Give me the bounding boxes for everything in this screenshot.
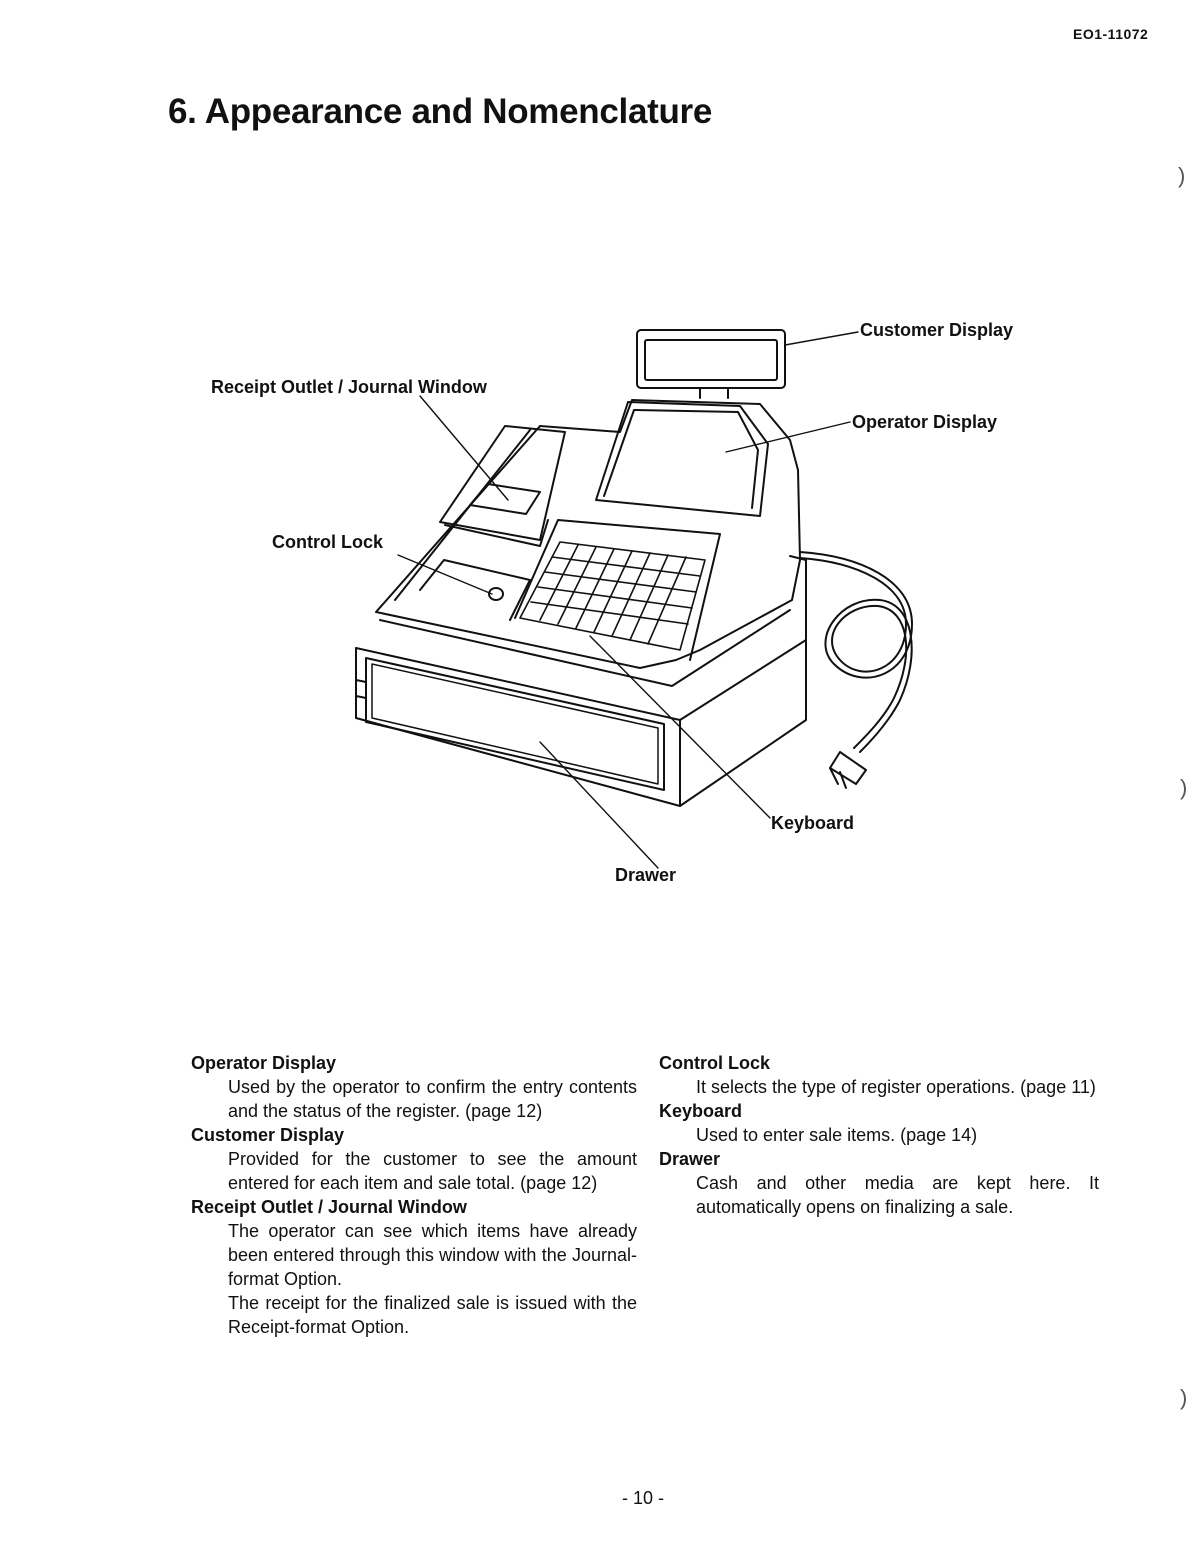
binding-mark: ) [1180, 1385, 1188, 1410]
register-body-drawing [376, 400, 800, 686]
page-title: 6. Appearance and Nomenclature [168, 92, 713, 131]
leader-drawer [540, 742, 658, 868]
descriptions-left [191, 1051, 637, 1339]
desc-operator-display [191, 1051, 637, 1123]
desc-term: Customer Display [191, 1125, 345, 1145]
desc-text: Cash and other media are kept here. It automatically opens on finalizing a sale. [696, 1173, 1099, 1217]
customer-display-drawing [637, 330, 785, 398]
desc-text: Provided for the customer to see the amount entered for each item and sale total. (page 12) [228, 1149, 637, 1193]
desc-term: Drawer [659, 1149, 721, 1169]
desc-term: Operator Display [191, 1053, 337, 1073]
desc-term: Keyboard [659, 1101, 743, 1121]
desc-control-lock [659, 1051, 1099, 1099]
desc-text: It selects the type of register operations. (page 11) [696, 1077, 1096, 1097]
label-operator-display: Operator Display [852, 412, 998, 432]
desc-drawer [659, 1147, 1099, 1219]
desc-text: Used to enter sale items. (page 14) [696, 1125, 978, 1145]
page-number: - 10 - [622, 1488, 665, 1508]
binding-mark: ) [1178, 163, 1186, 188]
label-drawer: Drawer [615, 865, 677, 885]
keyboard-drawing [520, 542, 705, 650]
binding-mark: ) [1180, 775, 1188, 800]
power-cord-drawing [800, 552, 912, 788]
leader-receipt-outlet [420, 396, 508, 500]
leader-customer-display [785, 332, 858, 345]
desc-customer-display [191, 1123, 637, 1195]
desc-text: The operator can see which items have already been entered through this window with the Journal-format Option. [228, 1221, 637, 1289]
desc-term: Receipt Outlet / Journal Window [191, 1197, 467, 1217]
desc-receipt-outlet [191, 1195, 637, 1339]
label-receipt-outlet: Receipt Outlet / Journal Window [211, 377, 487, 397]
desc-text: Used by the operator to confirm the entry contents and the status of the register. (page 12) [228, 1077, 637, 1121]
desc-term: Control Lock [659, 1053, 770, 1073]
label-customer-display: Customer Display [860, 320, 1014, 340]
desc-keyboard [659, 1099, 1099, 1147]
descriptions-right [659, 1051, 1099, 1219]
label-keyboard: Keyboard [771, 813, 855, 833]
label-control-lock: Control Lock [272, 532, 383, 552]
desc-text: The receipt for the finalized sale is issued with the Receipt-format Option. [228, 1293, 637, 1337]
document-id: EO1-11072 [1073, 26, 1149, 42]
